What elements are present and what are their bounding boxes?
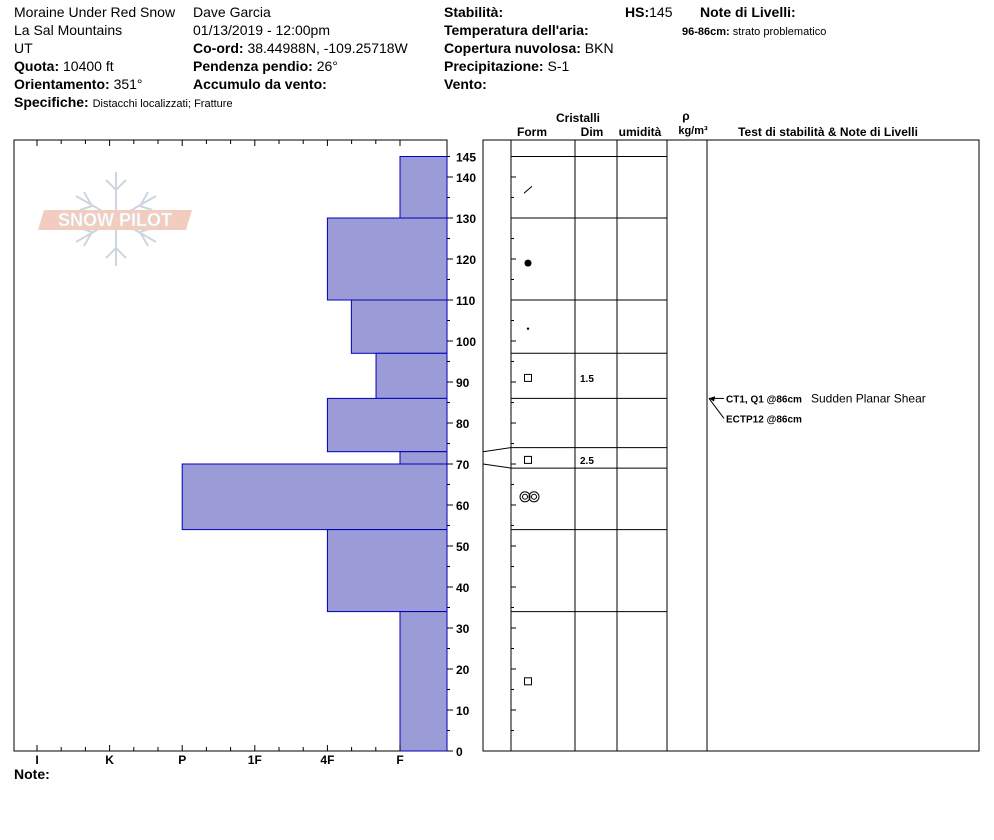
depth-label: 130 bbox=[456, 212, 477, 226]
depth-label: 50 bbox=[456, 540, 470, 554]
wind-loading-label: Accumulo da vento: bbox=[193, 76, 327, 92]
notes-label: Note: bbox=[14, 766, 50, 782]
cloud-label: Copertura nuvolosa: bbox=[444, 40, 581, 56]
precip-label: Precipitazione: bbox=[444, 58, 544, 74]
wind-label: Vento: bbox=[444, 76, 487, 92]
header-crystals: Cristalli bbox=[555, 111, 601, 125]
depth-label: 140 bbox=[456, 171, 477, 185]
crystal-precip-icon bbox=[524, 186, 532, 193]
depth-label: 10 bbox=[456, 704, 470, 718]
crystal-melt-icon bbox=[523, 494, 528, 499]
layer-note-range: 96-86cm: bbox=[682, 26, 730, 38]
layer-connector bbox=[483, 448, 511, 452]
hardness-bar-2 bbox=[351, 300, 447, 353]
hardness-bar-6 bbox=[182, 464, 447, 530]
aspect-value: 351° bbox=[113, 76, 143, 92]
depth-label: 40 bbox=[456, 581, 470, 595]
header-rho: ρ bbox=[682, 109, 690, 123]
elevation-label: Quota: bbox=[14, 58, 60, 74]
location-name: Moraine Under Red Snow bbox=[14, 4, 176, 20]
hardness-bar-5 bbox=[400, 452, 447, 464]
hardness-label: K bbox=[105, 753, 114, 767]
snowpilot-logo bbox=[38, 172, 192, 266]
elevation-value: 10400 ft bbox=[63, 58, 114, 74]
hardness-label: F bbox=[396, 753, 404, 767]
crystal-facet-icon bbox=[525, 456, 532, 463]
hardness-label: 4F bbox=[320, 753, 335, 767]
test-pointer bbox=[709, 398, 724, 418]
header-size: Dim bbox=[580, 125, 604, 139]
depth-label: 0 bbox=[456, 745, 463, 759]
air-temp-label: Temperatura dell'aria: bbox=[444, 22, 589, 38]
datetime: 01/13/2019 - 12:00pm bbox=[193, 22, 330, 38]
crystal-facet-icon bbox=[525, 374, 532, 381]
hardness-label: I bbox=[35, 753, 39, 767]
state-name: UT bbox=[14, 40, 33, 56]
layer-note-text: strato problematico bbox=[732, 26, 827, 38]
hardness-bar-8 bbox=[400, 612, 447, 751]
specifics-label: Specifiche: bbox=[14, 94, 89, 110]
depth-label: 30 bbox=[456, 622, 470, 636]
aspect-label: Orientamento: bbox=[14, 76, 110, 92]
range-name: La Sal Mountains bbox=[14, 22, 123, 38]
hardness-label: 1F bbox=[247, 753, 262, 767]
layer-connector bbox=[483, 464, 511, 468]
depth-label: 100 bbox=[456, 335, 477, 349]
header-moisture: umidità bbox=[618, 125, 662, 139]
header-form: Form bbox=[517, 125, 547, 139]
precip-value: S-1 bbox=[547, 58, 570, 74]
coord-value: 38.44988N, -109.25718W bbox=[247, 40, 408, 56]
crystal-size: 1.5 bbox=[580, 373, 594, 385]
hs-label: HS: bbox=[625, 4, 650, 20]
specifics-value: Distacchi localizzati; Fratture bbox=[92, 98, 233, 110]
profile-table-frame bbox=[483, 140, 979, 751]
test-label: ECTP12 @86cm bbox=[726, 414, 802, 426]
slope-label: Pendenza pendio: bbox=[193, 58, 313, 74]
depth-label: 120 bbox=[456, 253, 477, 267]
hardness-bar-0 bbox=[400, 157, 447, 219]
hardness-bar-4 bbox=[327, 398, 447, 451]
crystal-round-icon bbox=[525, 260, 532, 267]
header-density-unit: kg/m³ bbox=[678, 125, 708, 137]
test-label: CT1, Q1 @86cm bbox=[726, 394, 802, 406]
layer-notes-label: Note di Livelli: bbox=[700, 4, 796, 20]
stability-label: Stabilità: bbox=[444, 4, 504, 20]
crystal-facet-icon bbox=[525, 678, 532, 685]
hs-value: 145 bbox=[649, 4, 673, 20]
hardness-bar-3 bbox=[376, 353, 447, 398]
slope-value: 26° bbox=[316, 58, 338, 74]
depth-label: 70 bbox=[456, 458, 470, 472]
header-tests: Test di stabilità & Note di Livelli bbox=[738, 125, 918, 139]
depth-label: 60 bbox=[456, 499, 470, 513]
hardness-label: P bbox=[178, 753, 187, 767]
crystal-small-round-icon bbox=[527, 328, 529, 330]
depth-label: 90 bbox=[456, 376, 470, 390]
hardness-bar-7 bbox=[327, 530, 447, 612]
crystal-melt-icon bbox=[532, 494, 537, 499]
crystal-size: 2.5 bbox=[580, 455, 594, 467]
depth-label: 80 bbox=[456, 417, 470, 431]
logo-text: SNOW PILOT bbox=[58, 210, 172, 230]
depth-label: 20 bbox=[456, 663, 470, 677]
hardness-bar-1 bbox=[327, 218, 447, 300]
depth-label: 110 bbox=[456, 294, 476, 308]
test-note: Sudden Planar Shear bbox=[811, 391, 926, 406]
cloud-value: BKN bbox=[584, 40, 614, 56]
depth-label: 145 bbox=[456, 150, 477, 165]
coord-label: Co-ord: bbox=[193, 40, 244, 56]
arrow-icon bbox=[709, 396, 715, 401]
observer: Dave Garcia bbox=[193, 4, 271, 20]
